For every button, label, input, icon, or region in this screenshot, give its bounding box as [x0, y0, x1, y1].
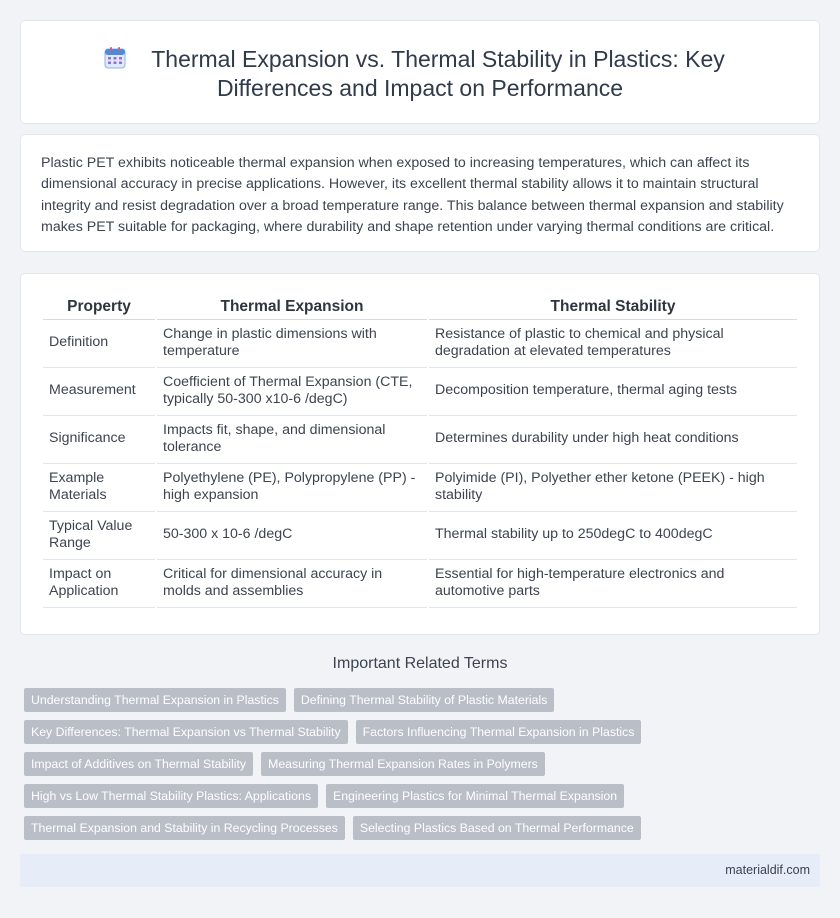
cell-expansion: Polyethylene (PE), Polypropylene (PP) - high expansion: [157, 464, 427, 512]
cell-expansion: 50-300 x 10-6 /degC: [157, 512, 427, 560]
page-title: [21, 45, 819, 103]
tag-row: [24, 688, 804, 712]
tag-row: [24, 784, 804, 808]
tag-row: [24, 720, 804, 744]
cell-property: Definition: [43, 320, 155, 368]
page-title-line-2: Differences and Impact on Performance: [216, 75, 624, 101]
footer-site-link[interactable]: materialdif.com: [725, 863, 810, 877]
cell-expansion: Critical for dimensional accuracy in molds and assemblies: [157, 560, 427, 608]
related-term-tag[interactable]: High vs Low Thermal Stability Plastics: Applications: [24, 784, 318, 808]
cell-stability: Resistance of plastic to chemical and physical degradation at elevated temperatures: [429, 320, 797, 368]
cell-stability: Polyimide (PI), Polyether ether ketone (PEEK) - high stability: [429, 464, 797, 512]
related-term-tag[interactable]: Key Differences: Thermal Expansion vs Thermal Stability: [24, 720, 348, 744]
title-card: [20, 20, 820, 124]
footer-bar: [20, 854, 820, 887]
related-term-tag[interactable]: Engineering Plastics for Minimal Thermal Expansion: [326, 784, 624, 808]
cell-property: Typical Value Range: [43, 512, 155, 560]
cell-property: Impact on Application: [43, 560, 155, 608]
comparison-table-card: [20, 273, 820, 635]
table-row: [43, 416, 797, 464]
header-thermal-stability: Thermal Stability: [429, 292, 797, 320]
related-term-tag[interactable]: Impact of Additives on Thermal Stability: [24, 752, 253, 776]
header-property: Property: [43, 292, 155, 320]
tag-row: [24, 752, 804, 776]
cell-stability: Decomposition temperature, thermal aging tests: [429, 368, 797, 416]
cell-stability: Determines durability under high heat conditions: [429, 416, 797, 464]
cell-property: Example Materials: [43, 464, 155, 512]
cell-expansion: Impacts fit, shape, and dimensional tolerance: [157, 416, 427, 464]
tag-row: [24, 816, 804, 840]
cell-stability: Essential for high-temperature electronics and automotive parts: [429, 560, 797, 608]
table-row: [43, 512, 797, 560]
related-term-tag[interactable]: Factors Influencing Thermal Expansion in Plastics: [356, 720, 642, 744]
related-term-tag[interactable]: Thermal Expansion and Stability in Recycling Processes: [24, 816, 345, 840]
related-term-tag[interactable]: Defining Thermal Stability of Plastic Materials: [294, 688, 555, 712]
cell-expansion: Change in plastic dimensions with temperature: [157, 320, 427, 368]
table-row: [43, 368, 797, 416]
intro-paragraph: Plastic PET exhibits noticeable thermal expansion when exposed to increasing temperatures, which can affect its dimensional accuracy in precise applications. However, its excellent thermal stability allows it to maintain structural integrity and resist degradation over a broad temperature range. This balance between thermal expansion and stability makes PET suitable for packaging, where durability and shape retention under varying thermal conditions are critical.: [41, 155, 784, 236]
cell-property: Measurement: [43, 368, 155, 416]
related-terms-list: [24, 688, 804, 848]
table-header-row: [43, 292, 797, 320]
cell-stability: Thermal stability up to 250degC to 400degC: [429, 512, 797, 560]
comparison-table: [41, 292, 799, 608]
cell-property: Significance: [43, 416, 155, 464]
related-term-tag[interactable]: Understanding Thermal Expansion in Plastics: [24, 688, 286, 712]
cell-expansion: Coefficient of Thermal Expansion (CTE, typically 50-300 x10-6 /degC): [157, 368, 427, 416]
header-thermal-expansion: Thermal Expansion: [157, 292, 427, 320]
related-term-tag[interactable]: Selecting Plastics Based on Thermal Performance: [353, 816, 641, 840]
table-row: [43, 320, 797, 368]
table-row: [43, 464, 797, 512]
related-term-tag[interactable]: Measuring Thermal Expansion Rates in Polymers: [261, 752, 545, 776]
page-title-line-1: Thermal Expansion vs. Thermal Stability in Plastics: Key: [151, 46, 725, 72]
related-terms-heading: Important Related Terms: [332, 655, 508, 672]
intro-card: [20, 134, 820, 252]
table-row: [43, 560, 797, 608]
